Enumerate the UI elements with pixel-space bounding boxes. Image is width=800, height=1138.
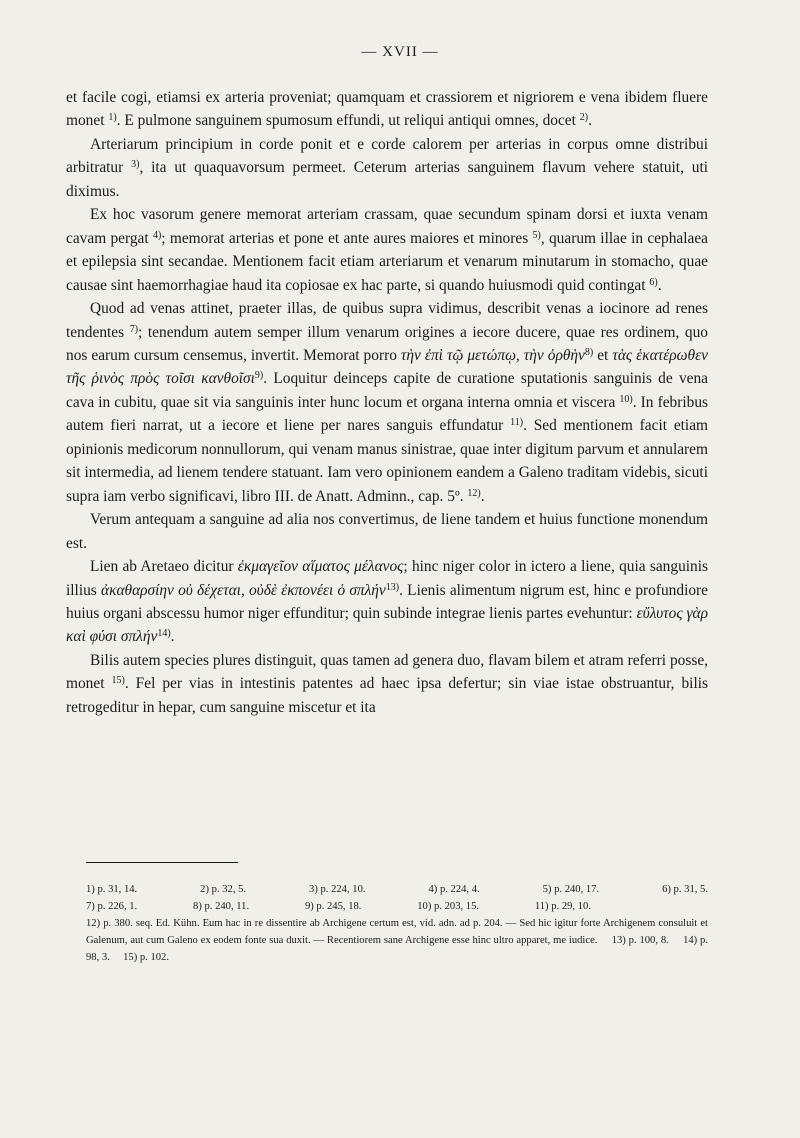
paragraph xyxy=(66,203,708,297)
footnote-13: 13) p. 100, 8. xyxy=(611,934,669,946)
footnote-entry: 10) p. 203, 15. xyxy=(417,900,480,912)
text-run: , ita ut quaquavorsum permeet. Ceterum arterias sanguinem flavum vehere statuit, uti diximus. xyxy=(66,159,708,200)
text-run: . E pulmone sanguinem spumosum effundi, ut reliqui antiqui omnes, docet xyxy=(116,112,580,130)
footnote-15: 15) p. 102. xyxy=(123,951,169,963)
text-run: . xyxy=(480,487,485,505)
text-run: . xyxy=(588,112,592,130)
footnote-ref: 1) xyxy=(108,112,117,124)
text-run: ; hinc niger color in ictero a liene, quia sanguinis illius xyxy=(66,558,708,599)
text-run: . Loquitur deinceps capite de curatione sputationis sanguinis de vena cava in cubitu, quae sit via sanguinis inter hunc locum et organa interna omnia et viscera xyxy=(66,370,708,411)
footnote-ref: 10) xyxy=(619,393,633,405)
footnote-entry: 6) p. 31, 5. xyxy=(662,884,708,895)
footnote-ref: 12) xyxy=(467,487,481,499)
footnote-entry: 3) p. 224, 10. xyxy=(309,884,366,895)
text-run: Verum antequam a sanguine ad alia nos convertimus, de liene tandem et huius functione monendum est. xyxy=(66,511,708,552)
greek-quote: τὰς ἑκατέρωθεν τῆς ῥινὸς πρὸς τοῖσι κανθοῖσι xyxy=(66,346,708,388)
footnote-ref: 11) xyxy=(510,417,524,429)
text-run: ; memorat arterias et pone et ante aures maiores et minores xyxy=(161,229,533,247)
footnote-row xyxy=(86,899,591,916)
footnote-ref: 4) xyxy=(152,229,162,241)
paragraph xyxy=(66,555,708,649)
paragraph xyxy=(66,649,708,719)
text-run: ; tenendum autem semper illum venarum origines a iecore ducere, quae res ordinem, quo nos earum cursum censemus, invertit. Memorat porro xyxy=(66,323,708,364)
footnote-entry: 4) p. 224, 4. xyxy=(428,884,480,895)
text-run: Ex hoc vasorum genere memorat arteriam crassam, quae secundum spinam dorsi et iuxta venam cavam pergat xyxy=(66,206,708,247)
text-run: Quod ad venas attinet, praeter illas, de quibus supra vidimus, describit venas a iocinore ad renes tendentes xyxy=(66,300,708,341)
body-text xyxy=(66,86,708,719)
paragraph xyxy=(66,508,708,555)
text-run: . Fel per vias in intestinis patentes ad haec ipsa defertur; sin viae istae obstruantur, bilis retrogeditur in hepar, cum sanguine miscetur et ita xyxy=(66,675,708,716)
page-number: — XVII — xyxy=(361,44,439,60)
footnote-14: 14) p. 98, 3. xyxy=(86,934,708,963)
footnote-entry: 1) p. 31, 14. xyxy=(86,884,138,895)
text-run: . In febribus autem fieri narrat, ut a iecore et liene per nares sanguis effundatur xyxy=(66,393,709,435)
footnote-ref: 6) xyxy=(649,276,658,288)
footnote-12-text: 12) p. 380. seq. Ed. Kühn. Eum hac in re dissentire ab Archigene certum est, vid. adn. ad p. 204. — Sed hic igitur forte Archigenem consuluit et Galenum, aut cum Galeno ex eodem fonte sua duxit. — Recentiorem sane Archigene esse hinc ultro apparet, me iudice. xyxy=(86,917,708,946)
text-run: . Sed mentionem facit etiam opinionis medicorum nonnullorum, qui venam manus sinistrae, quae inter digitum parvum et annularem sit intermedia, ad lienem tendere statuant. Iam vero opinionem eandem a Galeno traditam videbis, sicuti supra iam verbo significavi, libro III. de Anatt. Adminn., cap. 5º. xyxy=(66,417,709,505)
footnotes xyxy=(86,882,708,967)
text-run: . Lienis alimentum nigrum est, hinc e profundiore huius organi abscessu humor niger effunditur; quin subinde integrae lienis partes evehuntur: xyxy=(66,581,708,622)
text-run: , quarum illae in cephalaea et epilepsia sint secandae. Mentionem facit etiam arteriarum et venarum minutarum in stomacho, quae causae sint haemorrhagiae haud ita copiosae ex hac parte, si quando huiusmodi quid contingat xyxy=(66,229,709,294)
footnote-ref: 14) xyxy=(157,628,171,640)
footnote-entry: 2) p. 32, 5. xyxy=(200,884,247,895)
footnote-divider xyxy=(86,862,238,863)
greek-quote: ἐκμαγεῖον αἵματος μέλανος xyxy=(237,558,404,576)
text-run: et xyxy=(593,346,613,364)
footnote-ref: 15) xyxy=(111,675,125,687)
footnote-ref: 8) xyxy=(584,346,594,358)
paragraph xyxy=(66,297,708,508)
footnote-ref: 7) xyxy=(129,323,139,335)
greek-quote: τὴν ἐπὶ τῷ μετώπῳ, τὴν ὀρθὴν xyxy=(400,346,585,364)
footnote-row xyxy=(86,882,708,899)
footnote-entry: 7) p. 226, 1. xyxy=(86,900,138,912)
text-run: Lien ab Aretaeo dicitur xyxy=(90,558,238,576)
text-run: . xyxy=(657,276,662,294)
text-run: Bilis autem species plures distinguit, quas tamen ad genera duo, flavam bilem et atram referri posse, monet xyxy=(66,651,708,693)
paragraph xyxy=(66,133,708,203)
footnote-entry: 11) p. 29, 10. xyxy=(534,900,591,912)
text-run: Arteriarum principium in corde ponit et e corde calorem per arterias in corpus omne distribui arbitratur xyxy=(66,135,708,177)
greek-quote: εὔλυτος γὰρ καὶ φύσι σπλήν xyxy=(66,604,708,646)
footnote-ref: 2) xyxy=(579,112,589,124)
footnote-entry: 5) p. 240, 17. xyxy=(542,884,600,895)
footnote-12 xyxy=(86,916,708,967)
footnote-entry: 9) p. 245, 18. xyxy=(304,900,362,912)
text-run: . xyxy=(170,628,175,646)
footnote-entry: 8) p. 240, 11. xyxy=(193,900,250,912)
greek-quote: ἀκαθαρσίην οὐ δέχεται, οὐδὲ ἐκπονέει ὁ σπλήν xyxy=(100,581,386,599)
footnote-ref: 13) xyxy=(385,581,400,593)
footnote-ref: 9) xyxy=(254,370,264,382)
footnote-ref: 3) xyxy=(131,159,140,171)
footnote-ref: 5) xyxy=(532,229,541,241)
paragraph xyxy=(66,86,708,133)
text-run: et facile cogi, etiamsi ex arteria proveniat; quamquam et crassiorem et nigriorem e vena ibidem fluere monet xyxy=(66,89,708,130)
